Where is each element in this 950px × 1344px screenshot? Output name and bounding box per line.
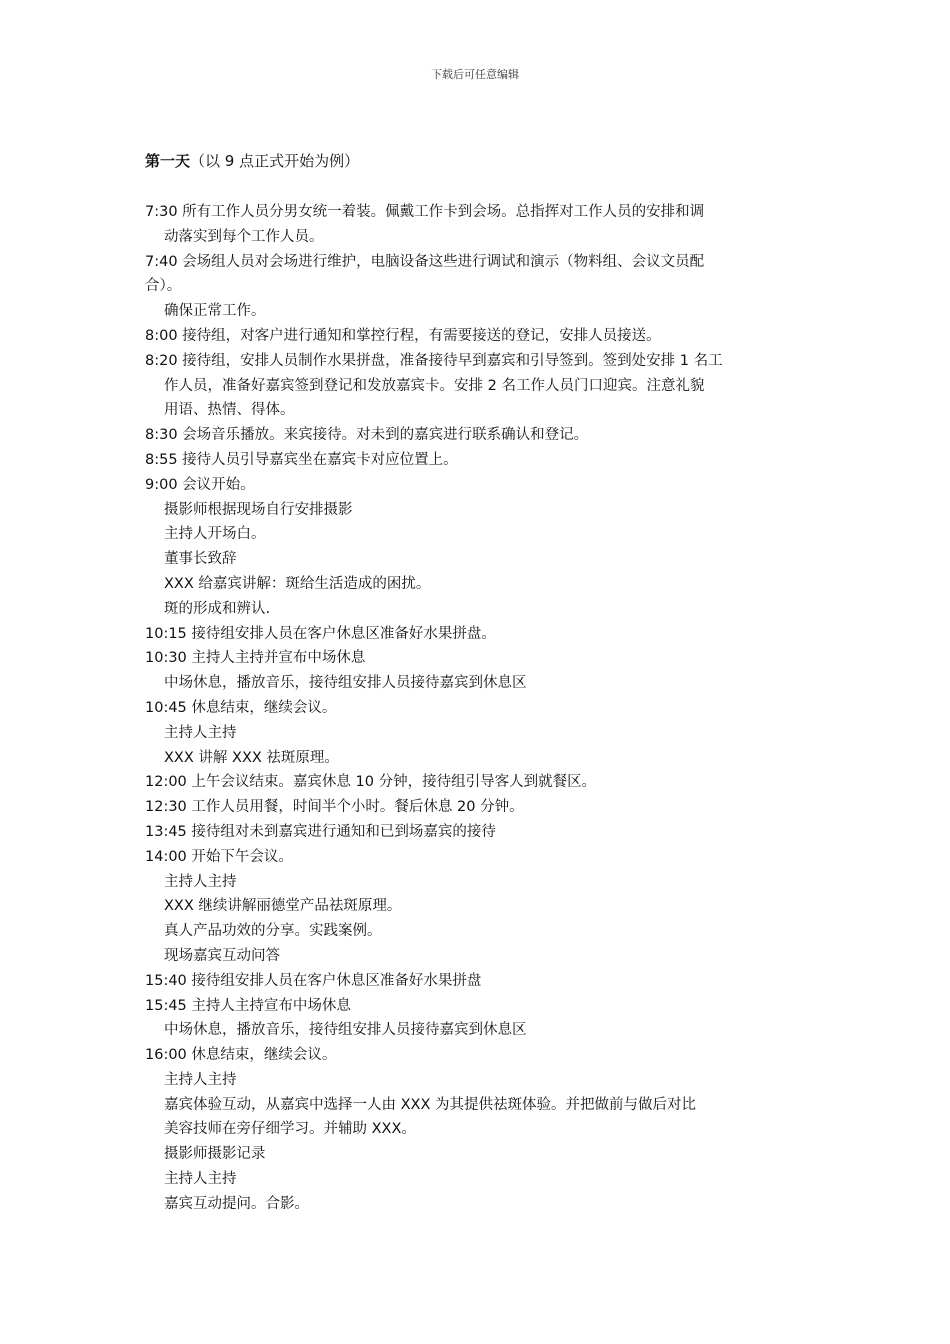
schedule-line: 16:00 休息结束，继续会议。 (145, 1047, 337, 1064)
schedule-line: 美容技师在旁仔细学习。并辅助 XXX。 (164, 1121, 416, 1138)
schedule-line: 主持人主持 (164, 1171, 237, 1188)
schedule-line: 中场休息，播放音乐，接待组安排人员接待嘉宾到休息区 (164, 675, 527, 692)
section-title-note: （以 9 点正式开始为例） (190, 152, 360, 170)
schedule-line: 合）。 (145, 278, 182, 295)
section-title (145, 150, 359, 171)
schedule-line: 15:40 接待组安排人员在客户休息区准备好水果拼盘 (145, 972, 482, 989)
schedule-line: XXX 讲解 XXX 祛斑原理。 (164, 749, 339, 766)
schedule-line: 14:00 开始下午会议。 (145, 848, 293, 865)
schedule-line: 7:30 所有工作人员分男女统一着装。佩戴工作卡到会场。总指挥对工作人员的安排和调 (145, 204, 705, 220)
schedule-line: 8:55 接待人员引导嘉宾坐在嘉宾卡对应位置上。 (145, 451, 458, 468)
schedule-line: 13:45 接待组对未到嘉宾进行通知和已到场嘉宾的接待 (145, 823, 496, 840)
schedule-line: 8:20 接待组，安排人员制作水果拼盘，准备接待早到嘉宾和引导签到。签到处安排 1 名工 (145, 352, 723, 369)
schedule-line: 15:45 主持人主持宣布中场休息 (145, 997, 351, 1014)
schedule-line: 摄影师根据现场自行安排摄影 (164, 501, 353, 518)
schedule-line: 摄影师摄影记录 (164, 1146, 266, 1163)
schedule-line: 主持人主持 (164, 724, 237, 741)
schedule-line: 董事长致辞 (164, 551, 237, 568)
schedule-line: 10:45 休息结束，继续会议。 (145, 699, 337, 716)
schedule-line: 动落实到每个工作人员。 (164, 228, 324, 245)
schedule-line: 作人员，准备好嘉宾签到登记和发放嘉宾卡。安排 2 名工作人员门口迎宾。注意礼貌 (164, 377, 705, 394)
page-header: 下载后可任意编辑 (431, 68, 519, 81)
schedule-line: 10:15 接待组安排人员在客户休息区准备好水果拼盘。 (145, 625, 496, 642)
schedule-line: 嘉宾互动提问。合影。 (164, 1195, 309, 1212)
schedule-line: 主持人主持 (164, 1071, 237, 1088)
schedule-line: 用语、热情、得体。 (164, 402, 295, 419)
schedule-line: 嘉宾体验互动，从嘉宾中选择一人由 XXX 为其提供祛斑体验。并把做前与做后对比 (164, 1096, 697, 1113)
schedule-line: 主持人开场白。 (164, 526, 266, 543)
schedule-line: 真人产品功效的分享。实践案例。 (164, 923, 382, 940)
schedule-line: 12:00 上午会议结束。嘉宾休息 10 分钟，接待组引导客人到就餐区。 (145, 774, 597, 791)
section-title-bold: 第一天 (145, 152, 191, 170)
schedule-line: 中场休息，播放音乐，接待组安排人员接待嘉宾到休息区 (164, 1022, 527, 1039)
schedule-line: 8:30 会场音乐播放。来宾接待。对未到的嘉宾进行联系确认和登记。 (145, 427, 589, 444)
schedule-line: XXX 继续讲解丽德堂产品祛斑原理。 (164, 898, 402, 915)
schedule-line: XXX 给嘉宾讲解：斑给生活造成的困扰。 (164, 575, 431, 592)
schedule-line: 现场嘉宾互动问答 (164, 947, 280, 964)
schedule-line: 斑的形成和辨认. (164, 600, 271, 617)
schedule-line: 9:00 会议开始。 (145, 476, 255, 493)
schedule-line: 7:40 会场组人员对会场进行维护，电脑设备这些进行调试和演示（物料组、会议文员配 (145, 253, 705, 270)
schedule-line: 8:00 接待组，对客户进行通知和掌控行程，有需要接送的登记，安排人员接送。 (145, 327, 661, 344)
schedule-line: 确保正常工作。 (164, 303, 266, 320)
schedule-line: 10:30 主持人主持并宣布中场休息 (145, 650, 366, 667)
schedule-line: 12:30 工作人员用餐，时间半个小时。餐后休息 20 分钟。 (145, 799, 524, 816)
schedule-body (145, 200, 815, 1217)
schedule-line: 主持人主持 (164, 873, 237, 890)
